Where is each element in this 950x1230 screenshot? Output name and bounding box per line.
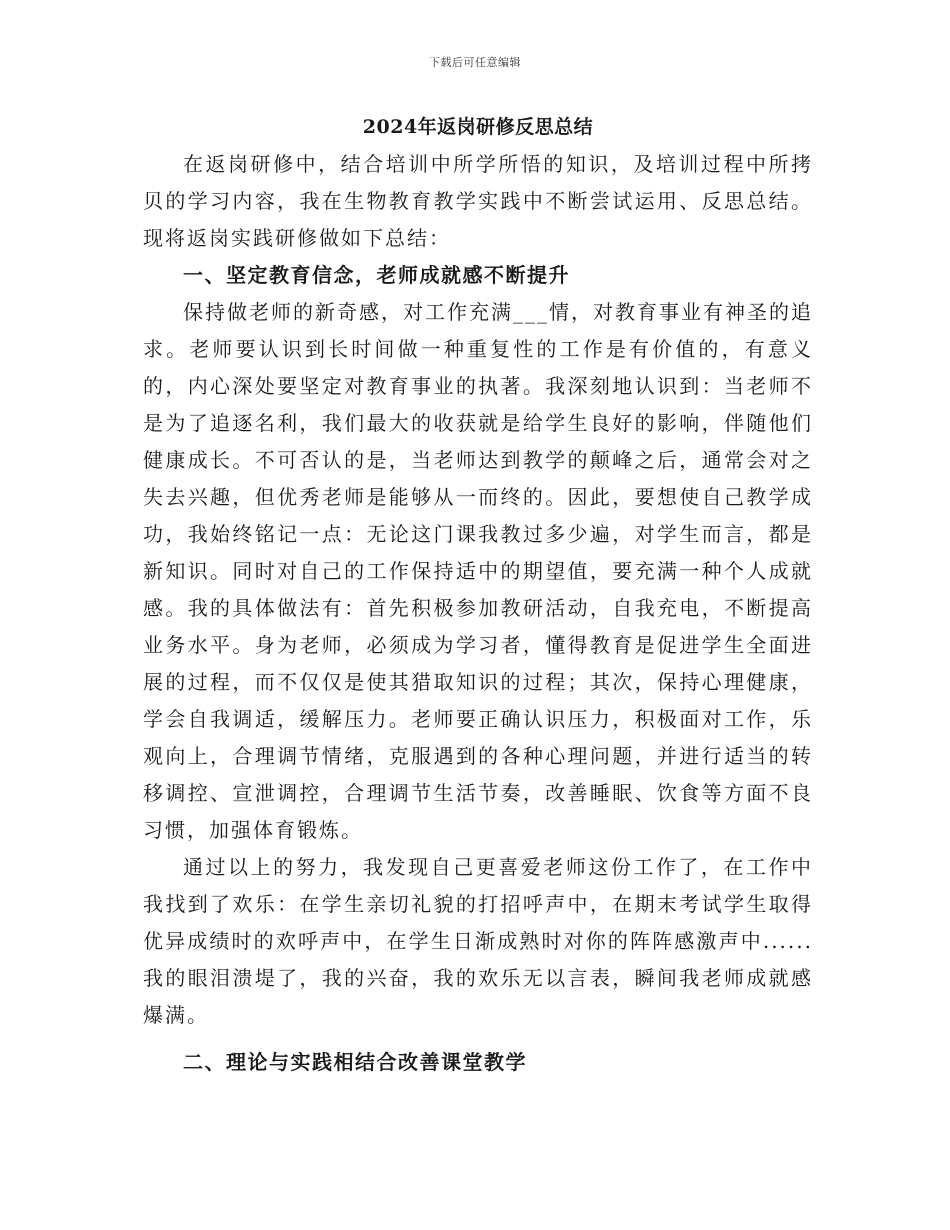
intro-paragraph: 在返岗研修中，结合培训中所学所悟的知识，及培训过程中所拷贝的学习内容，我在生物教育教学实践中不断尝试运用、反思总结。现将返岗实践研修做如下总结：: [143, 152, 813, 250]
section-1-heading: 一、坚定教育信念，老师成就感不断提升: [183, 263, 570, 287]
document-body: [143, 112, 813, 1081]
section-2-heading: 二、理论与实践相结合改善课堂教学: [183, 1050, 527, 1074]
section-1-paragraph-2: 通过以上的努力，我发现自己更喜爱老师这份工作了，在工作中我找到了欢乐：在学生亲切礼貌的打招呼声中，在期末考试学生取得优异成绩时的欢呼声中，在学生日渐成熟时对你的阵阵感激声中......我的眼泪溃堤了，我的兴奋，我的欢乐无以言表，瞬间我老师成就感爆满。: [143, 855, 813, 1027]
section-1-paragraph-1: 保持做老师的新奇感，对工作充满___情，对教育事业有神圣的追求。老师要认识到长时间做一种重复性的工作是有价值的，有意义的，内心深处要坚定对教育事业的执著。我深刻地认识到：当老师不是为了追逐名利，我们最大的收获就是给学生良好的影响，伴随他们健康成长。不可否认的是，当老师达到教学的颠峰之后，通常会对之失去兴趣，但优秀老师是能够从一而终的。因此，要想使自己教学成功，我始终铭记一点：无论这门课我教过多少遍，对学生而言，都是新知识。同时对自己的工作保持适中的期望值，要充满一种个人成就感。我的具体做法有：首先积极参加教研活动，自我充电，不断提高业务水平。身为老师，必须成为学习者，懂得教育是促进学生全面进展的过程，而不仅仅是使其猎取知识的过程；其次，保持心理健康，学会自我调适，缓解压力。老师要正确认识压力，积极面对工作，乐观向上，合理调节情绪，克服遇到的各种心理问题，并进行适当的转移调控、宣泄调控，合理调节生活节奏，改善睡眠、饮食等方面不良习惯，加强体育锻炼。: [143, 300, 813, 842]
header-note: 下载后可任意编辑: [429, 56, 521, 69]
document-title: 2024年返岗研修反思总结: [362, 116, 594, 138]
